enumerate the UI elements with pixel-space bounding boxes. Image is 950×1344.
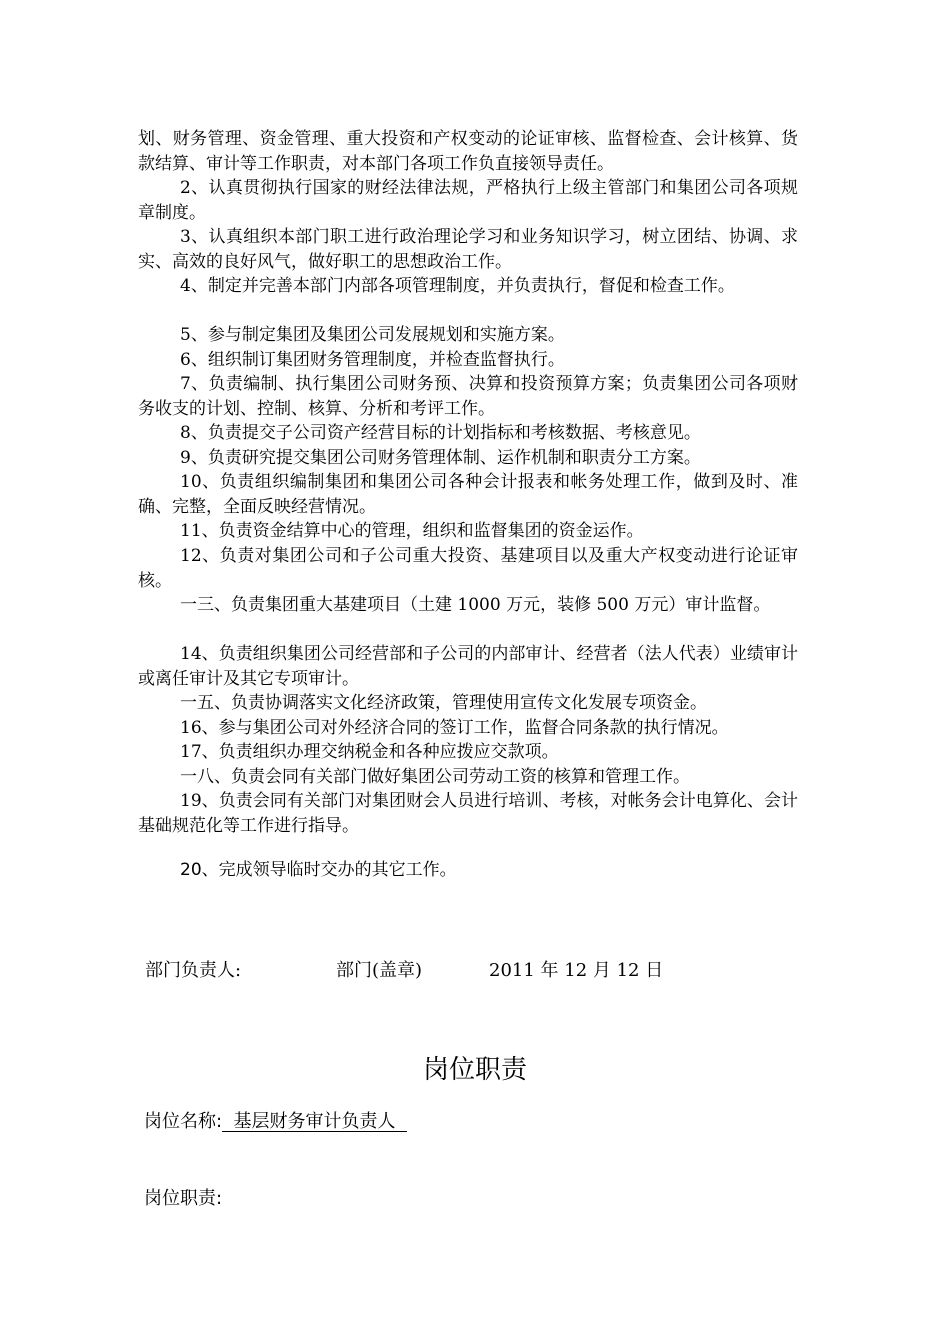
duty-item-10: 10、负责组织编制集团和集团公司各种会计报表和帐务处理工作，做到及时、准确、完整，全面反映经营情况。 <box>138 472 798 517</box>
duty-item-13: 一三、负责集团重大基建项目（土建 1000 万元，装修 500 万元）审计监督。 <box>180 595 771 615</box>
duty-item-17: 17、负责组织办理交纳税金和各种应拨应交款项。 <box>180 742 559 762</box>
dept-seal-label: 部门(盖章) <box>336 960 423 981</box>
section-title: 岗位职责 <box>422 1055 527 1085</box>
signature-date: 2011 年 12 月 12 日 <box>489 960 664 981</box>
duty-item-8: 8、负责提交子公司资产经营目标的计划指标和考核数据、考核意见。 <box>180 423 701 443</box>
duty-item-9: 9、负责研究提交集团公司财务管理体制、运作机制和职责分工方案。 <box>180 448 701 468</box>
duty-item-16: 16、参与集团公司对外经济合同的签订工作，监督合同条款的执行情况。 <box>180 718 729 738</box>
duty-item-5: 5、参与制定集团及集团公司发展规划和实施方案。 <box>180 325 565 345</box>
duties-label: 岗位职责: <box>144 1188 223 1209</box>
duty-item-14: 14、负责组织集团公司经营部和子公司的内部审计、经营者（法人代表）业绩审计或离任审计及其它专项审计。 <box>138 644 798 689</box>
position-name-label: 岗位名称: <box>144 1111 223 1132</box>
duty-item-2: 2、认真贯彻执行国家的财经法律法规，严格执行上级主管部门和集团公司各项规章制度。 <box>138 178 798 223</box>
dept-head-label: 部门负责人: <box>145 960 242 981</box>
duty-item-20: 20、完成领导临时交办的其它工作。 <box>180 860 457 880</box>
position-name-value: 基层财务审计负责人 <box>222 1111 407 1132</box>
duty-item-11: 11、负责资金结算中心的管理，组织和监督集团的资金运作。 <box>180 521 644 541</box>
duty-item-3: 3、认真组织本部门职工进行政治理论学习和业务知识学习，树立团结、协调、求实、高效的良好风气，做好职工的思想政治工作。 <box>138 227 798 272</box>
duty-item-19: 19、负责会同有关部门对集团财会人员进行培训、考核，对帐务会计电算化、会计基础规范化等工作进行指导。 <box>138 791 798 836</box>
duty-item-4: 4、制定并完善本部门内部各项管理制度，并负责执行，督促和检查工作。 <box>180 276 735 296</box>
duty-item-12: 12、负责对集团公司和子公司重大投资、基建项目以及重大产权变动进行论证审核。 <box>138 546 798 591</box>
position-name-row <box>144 1109 407 1135</box>
duty-item-18: 一八、负责会同有关部门做好集团公司劳动工资的核算和管理工作。 <box>180 767 690 787</box>
duty-item-15: 一五、负责协调落实文化经济政策，管理使用宣传文化发展专项资金。 <box>180 693 707 713</box>
duty-item-6: 6、组织制订集团财务管理制度，并检查监督执行。 <box>180 350 565 370</box>
duty-item-7: 7、负责编制、执行集团公司财务预、决算和投资预算方案；负责集团公司各项财务收支的计划、控制、核算、分析和考评工作。 <box>138 374 798 419</box>
paragraph-continuation: 划、财务管理、资金管理、重大投资和产权变动的论证审核、监督检查、会计核算、货款结算、审计等工作职责，对本部门各项工作负直接领导责任。 <box>138 129 798 174</box>
